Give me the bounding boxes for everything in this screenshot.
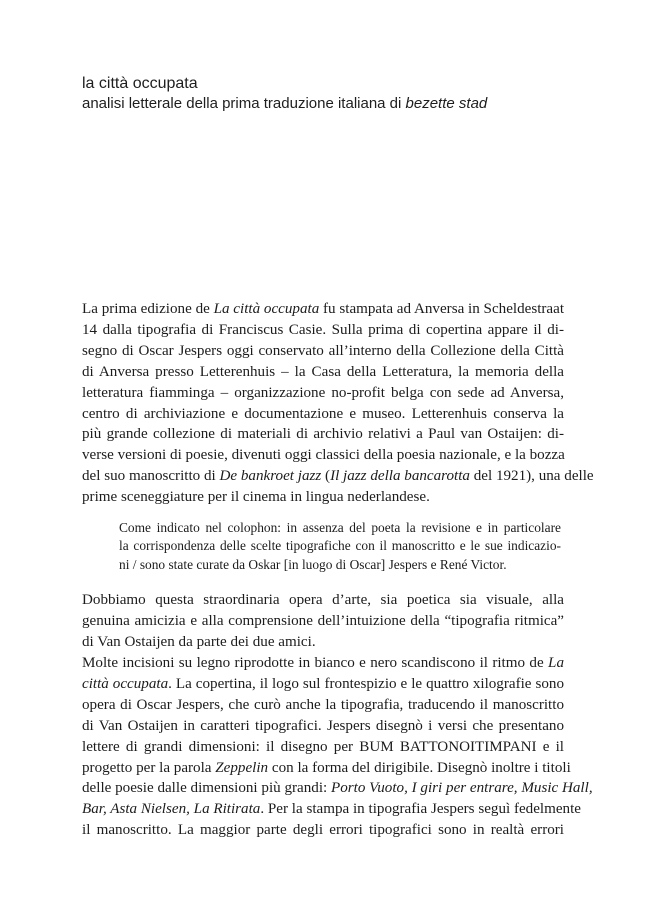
text-line: verse versioni di poesie, divenuti oggi classici della poesia nazionale, e la bozza: [82, 447, 565, 464]
paragraph-2: [82, 590, 564, 653]
text-run: . La copertina, il logo sul frontespizio e le quattro xilografie sono: [168, 675, 564, 692]
italic-run: Zeppelin: [215, 759, 269, 776]
text-line: [82, 674, 564, 695]
quote-line: la corrispondenza delle scelte tipografiche con il manoscritto e le sue indicazio-: [119, 538, 561, 554]
quote-line: Come indicato nel colophon: in assenza del poeta la revisione e in particolare: [119, 520, 561, 536]
italic-run: La città occupata: [213, 301, 320, 317]
subtitle-italic: bezette stad: [405, 95, 488, 112]
body-text: [82, 299, 594, 841]
text-run: (: [321, 468, 331, 485]
paragraph-3: [82, 653, 593, 841]
text-line: letteratura fiamminga – organizzazione no-profit belga con sede ad Anversa,: [82, 384, 564, 401]
text-line: di Anversa presso Letterenhuis – la Casa della Letteratura, la memoria della: [82, 363, 564, 380]
chapter-title: la città occupata: [82, 75, 198, 92]
text-run: progetto per la parola: [82, 759, 216, 776]
italic-run: La: [548, 655, 564, 671]
block-quote: [119, 519, 561, 574]
italic-run: Bar, Asta Nielsen, La Ritirata: [82, 801, 261, 818]
paragraph-gap: [82, 574, 564, 590]
text-line: segno di Oscar Jespers oggi conservato all’interno della Collezione della Città: [82, 342, 564, 359]
text-run: del suo manoscritto di: [82, 468, 220, 485]
text-run: fu stampata ad Anversa in Scheldestraat: [319, 301, 565, 317]
text-line: [82, 778, 593, 799]
chapter-subtitle: [82, 94, 582, 114]
text-run: con la forma del dirigibile. Disegnò inoltre i titoli: [268, 759, 571, 776]
text-line: [82, 466, 594, 487]
text-line: genuina amicizia e alla comprensione dell’intuizione della “tipografia ritmica”: [82, 613, 564, 630]
text-line: di Van Ostaijen in caratteri tipografici. Jespers disegnò i versi che presentano: [82, 717, 564, 734]
text-line: [82, 653, 564, 674]
text-line: 14 dalla tipografia di Franciscus Casie. Sulla prima di copertina appare il di-: [82, 321, 564, 338]
text-line: lettere di grandi dimensioni: il disegno per BUM BATTONOITIMPANI e il: [82, 738, 564, 755]
text-line: di Van Ostaijen da parte dei due amici.: [82, 634, 316, 651]
text-line: [82, 299, 564, 320]
text-line: [82, 799, 581, 820]
paragraph-1: [82, 299, 594, 508]
text-run: del 1921), una delle: [469, 468, 594, 485]
italic-run: città occupata: [82, 675, 169, 692]
text-line: [82, 758, 571, 779]
italic-run: De bankroet jazz: [219, 468, 322, 485]
quote-line: ni / sono state curate da Oskar [in luogo di Oscar] Jespers e René Victor.: [119, 556, 507, 572]
text-line: centro di archiviazione e documentazione e museo. Letterenhuis conserva la: [82, 405, 564, 422]
text-run: Molte incisioni su legno riprodotte in bianco e nero scandiscono il ritmo de: [82, 655, 549, 671]
text-line: prime sceneggiature per il cinema in lingua nederlandese.: [82, 489, 430, 506]
text-line: Dobbiamo questa straordinaria opera d’arte, sia poetica sia visuale, alla: [82, 592, 564, 609]
subtitle-text: analisi letterale della prima traduzione italiana di: [82, 95, 402, 112]
chapter-header: [82, 74, 582, 114]
text-run: . Per la stampa in tipografia Jespers seguì fedelmente: [260, 801, 581, 818]
text-line: il manoscritto. La maggior parte degli errori tipografici sono in realtà errori: [82, 822, 564, 839]
italic-run: Porto Vuoto, I giri per entrare, Music Hall,: [331, 780, 593, 797]
text-line: più grande collezione di materiali di archivio relativi a Paul van Ostaijen: di-: [82, 426, 564, 443]
italic-run: Il jazz della bancarotta: [330, 468, 470, 485]
text-line: opera di Oscar Jespers, che curò anche la tipografia, traducendo il manoscritto: [82, 696, 564, 713]
text-run: delle poesie dalle dimensioni più grandi:: [82, 780, 331, 797]
text-run: La prima edizione de: [82, 301, 214, 317]
